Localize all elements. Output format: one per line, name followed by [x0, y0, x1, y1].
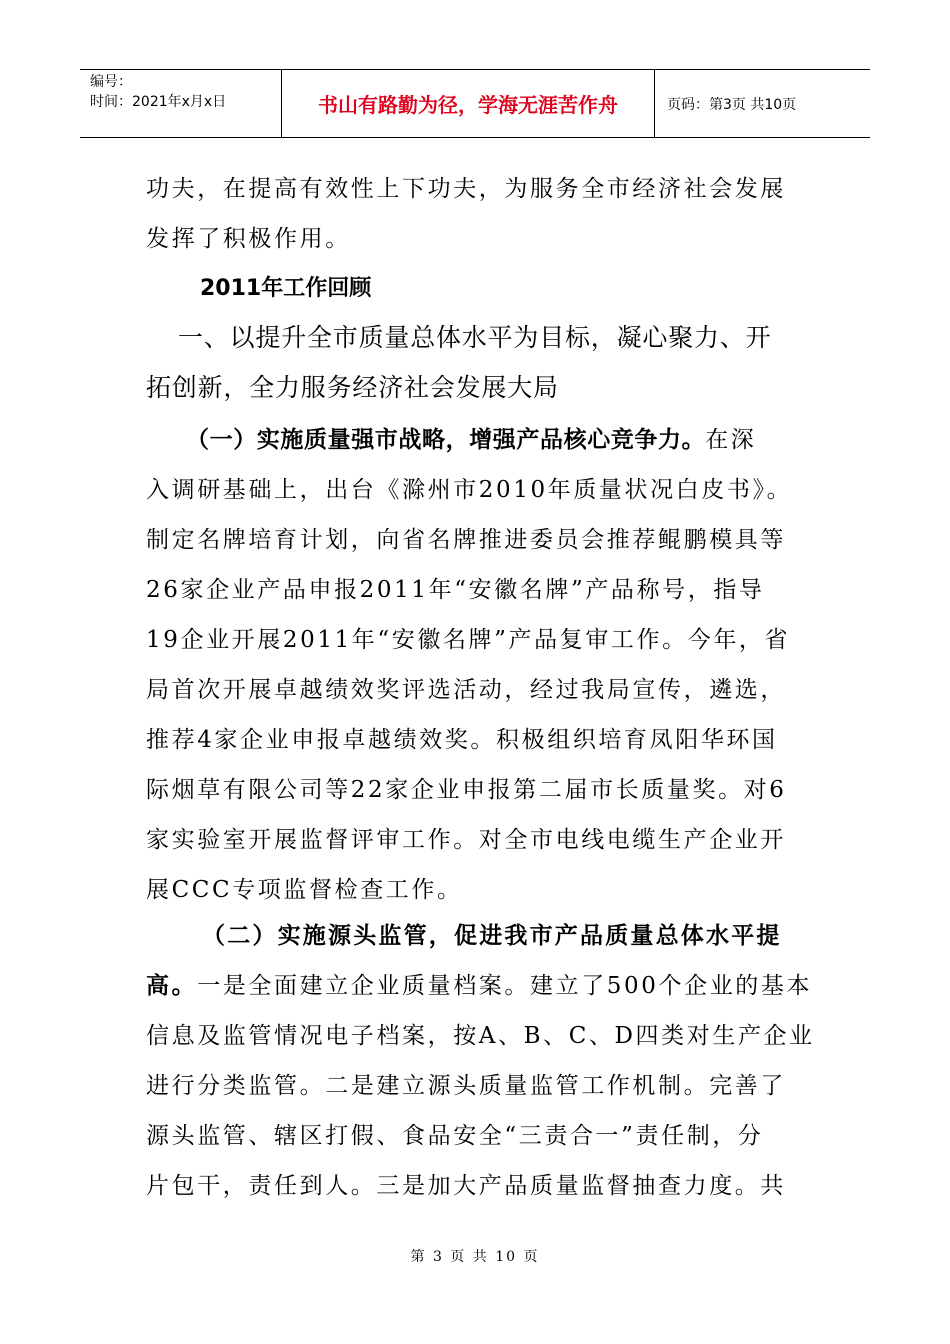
paragraph-line: 际烟草有限公司等22家企业申报第二届市长质量奖。对6: [146, 777, 787, 803]
paragraph-line: 片包干，责任到人。三是加大产品质量监督抽查力度。共: [146, 1173, 786, 1199]
subsection-title: （二）实施源头监管，促进我市产品质量总体水平提: [202, 923, 782, 949]
paragraph-text: 一是全面建立企业质量档案。建立了500个企业的基本: [197, 973, 813, 999]
paragraph-line: 局首次开展卓越绩效奖评选活动，经过我局宣传，遴选，: [146, 677, 786, 703]
header-page-info: 页码：第3页 共10页: [667, 96, 797, 113]
page-header: [80, 69, 870, 138]
paragraph-line: 进行分类监管。二是建立源头质量监管工作机制。完善了: [146, 1073, 786, 1099]
paragraph-line: 源头监管、辖区打假、食品安全“三责合一”责任制，分: [146, 1123, 764, 1149]
number-label: 编号：: [90, 74, 132, 90]
header-meta: [80, 70, 282, 137]
page-footer: 第 3 页 共 10 页: [410, 1249, 540, 1265]
paragraph-line: [186, 421, 756, 454]
paragraph-line: 推荐4家企业申报卓越绩效奖。积极组织培育凤阳华环国: [146, 727, 778, 753]
chapter-heading-cont: 拓创新，全力服务经济社会发展大局: [146, 373, 559, 402]
paragraph-line: 信息及监管情况电子档案，按A、B、C、D四类对生产企业: [146, 1023, 815, 1049]
paragraph-line: [146, 967, 812, 1000]
paragraph-line: 26家企业产品申报2011年“安徽名牌”产品称号，指导: [146, 577, 765, 603]
paragraph-line: 功夫，在提高有效性上下功夫，为服务全市经济社会发展: [146, 176, 786, 202]
paragraph-text: 在深: [705, 427, 757, 453]
paragraph-line: 入调研基础上，出台《滁州市2010年质量状况白皮书》。: [146, 477, 793, 503]
chapter-heading: 一、以提升全市质量总体水平为目标，凝心聚力、开: [178, 323, 772, 352]
paragraph-line: 家实验室开展监督评审工作。对全市电线电缆生产企业开: [146, 827, 786, 853]
subsection-title-end: 高。: [146, 973, 198, 999]
paragraph-line: 展CCC专项监督检查工作。: [146, 877, 463, 903]
header-motto: 书山有路勤为径，学海无涯苦作舟: [282, 70, 655, 137]
paragraph-line: 发挥了积极作用。: [146, 226, 351, 252]
paragraph-line: 19企业开展2011年“安徽名牌”产品复审工作。今年，省: [146, 627, 791, 653]
time-label: 时间：2021年x月x日: [90, 94, 227, 110]
subsection-title: （一）实施质量强市战略，增强产品核心竞争力。: [186, 427, 706, 453]
paragraph-line: 制定名牌培育计划，向省名牌推进委员会推荐鲲鹏模具等: [146, 527, 786, 553]
section-heading: 2011年工作回顾: [200, 276, 372, 301]
